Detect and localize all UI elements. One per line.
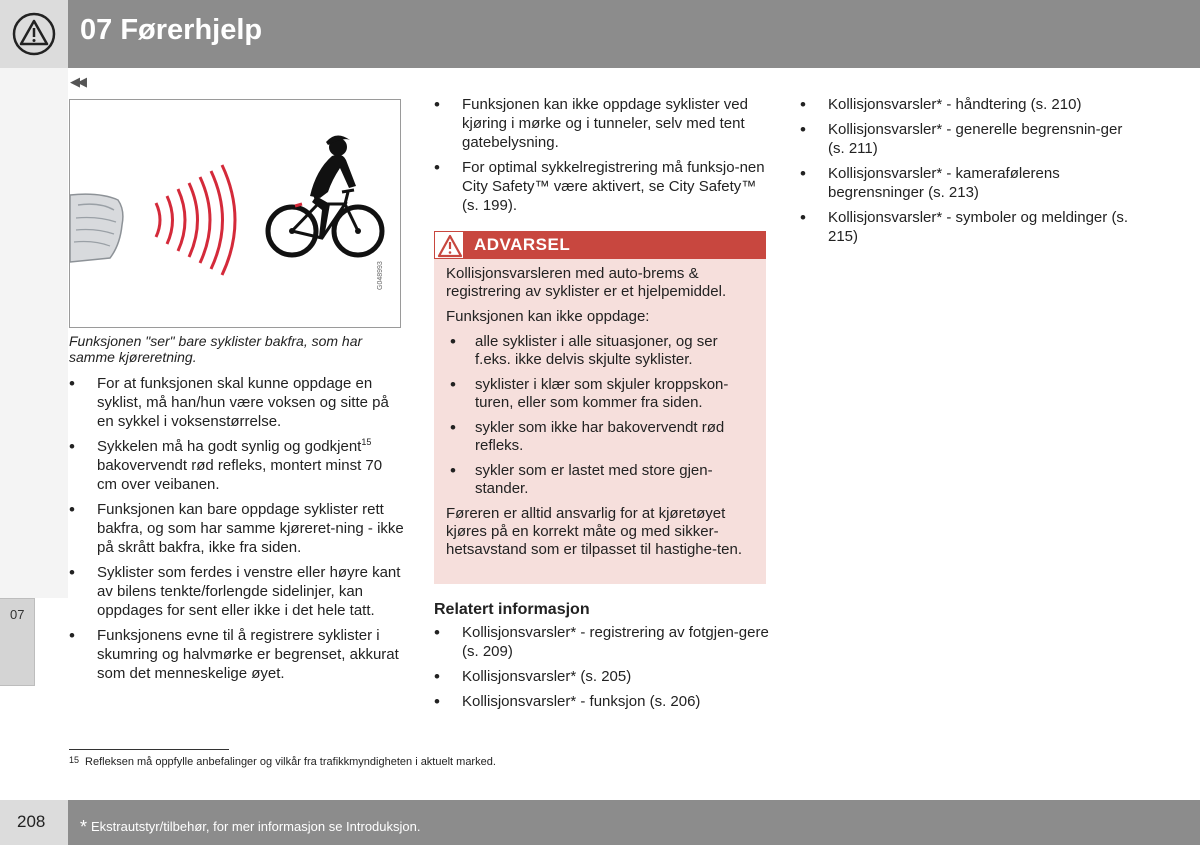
list-item: • Funksjonen kan bare oppdage syklister rett bakfra, og som har samme kjøreret-ning - ikke på skrått bakfra, ikke fra siden. <box>69 500 404 557</box>
cyclist-icon <box>268 135 382 255</box>
footer-note-text: Ekstrautstyr/tilbehør, for mer informasjon se Introduksjon. <box>91 819 421 834</box>
related-link[interactable]: • Kollisjonsvarsler* (s. 205) <box>434 667 774 686</box>
chapter-tab-label: 07 <box>10 607 25 622</box>
list-item: • sykler som er lastet med store gjen-stander. <box>446 462 754 498</box>
chapter-tab[interactable] <box>0 598 35 686</box>
list-item: • Funksjonens evne til å registrere syklister i skumring og halvmørke er begrenset, akkurat som det menneskelige øyet. <box>69 626 404 683</box>
footnote-text: Refleksen må oppfylle anbefalinger og vilkår fra trafikkmyndigheten i aktuelt marked. <box>85 756 496 768</box>
warning-cannot-detect: Funksjonen kan ikke oppdage: <box>446 308 650 325</box>
figure-caption: Funksjonen "ser" bare syklister bakfra, som har samme kjøreretning. <box>69 333 363 365</box>
column-3 <box>800 95 1140 252</box>
warning-triangle-icon <box>12 12 56 56</box>
header-icon-box <box>0 0 68 68</box>
warning-body <box>434 259 766 559</box>
warning-icon-box <box>434 231 464 259</box>
left-margin-strip <box>0 68 68 598</box>
warning-triangle-icon <box>437 234 463 258</box>
column-2 <box>434 95 769 221</box>
car-front-icon <box>70 194 123 262</box>
list-item: • alle syklister i alle situasjoner, og ser f.eks. ikke delvis skjulte syklister. <box>446 333 754 369</box>
related-link[interactable]: • Kollisjonsvarsler* - generelle begrensnin-ger (s. 211) <box>800 120 1140 158</box>
back-arrows-icon[interactable]: ◀◀ <box>70 74 84 89</box>
warning-outro: Føreren er alltid ansvarlig for at kjøretøyet kjøres på en korrekt måte og med sikker-hetsavstand som er tilpasset til hastighe-ten. <box>446 505 742 558</box>
list-item: • Sykkelen må ha godt synlig og godkjent$^{15}$ bakovervendt rød refleks, montert minst 70 cm over veibanen. <box>69 437 404 494</box>
related-link[interactable]: • Kollisjonsvarsler* - funksjon (s. 206) <box>434 692 774 711</box>
warning-title: ADVARSEL <box>474 235 571 254</box>
cyclist-illustration <box>69 99 401 328</box>
list-item: • sykler som ikke har bakovervendt rød refleks. <box>446 419 754 455</box>
related-link[interactable]: • Kollisjonsvarsler* - kamerafølerens begrensninger (s. 213) <box>800 164 1140 202</box>
list-item: • Funksjonen kan ikke oppdage syklister ved kjøring i mørke og i tunneler, selv med tent gatebelysning. <box>434 95 769 152</box>
list-item: • Syklister som ferdes i venstre eller høyre kant av bilens tenkte/forlengde sidelinjer, kan oppdages for sent eller ikke i det hele tatt. <box>69 563 404 620</box>
related-heading: Relatert informasjon <box>434 601 590 618</box>
related-link[interactable]: • Kollisjonsvarsler* - håndtering (s. 210) <box>800 95 1140 114</box>
warning-header <box>434 231 766 259</box>
footnote <box>69 756 496 768</box>
footnote-divider <box>69 749 229 750</box>
column-1 <box>69 374 404 689</box>
warning-intro: Kollisjonsvarsleren med auto-brems & registrering av syklister er et hjelpemiddel. <box>446 265 727 300</box>
related-link[interactable]: • Kollisjonsvarsler* - registrering av fotgjen-gere (s. 209) <box>434 623 774 661</box>
page-title: 07 Førerhjelp <box>80 14 263 46</box>
list-item: • For optimal sykkelregistrering må funksjo-nen City Safety™ være aktivert, se City Safety™ (s. 199). <box>434 158 769 215</box>
related-link[interactable]: • Kollisjonsvarsler* - symboler og meldinger (s. 215) <box>800 208 1140 246</box>
footer-note <box>80 815 420 836</box>
page-number: 208 <box>17 812 46 831</box>
warning-box <box>434 231 766 584</box>
footnote-number: 15 <box>69 755 80 765</box>
related-list <box>434 623 774 717</box>
list-item: • For at funksjonen skal kunne oppdage en syklist, må han/hun være voksen og sitte på en sykkel i voksenstørrelse. <box>69 374 404 431</box>
figure-code: G048993 <box>377 261 384 290</box>
list-item: • syklister i klær som skjuler kroppskon-turen, eller som kommer fra siden. <box>446 376 754 412</box>
asterisk-icon: * <box>80 817 88 837</box>
signal-waves-icon <box>156 165 235 275</box>
footnote-ref[interactable]: 15 <box>361 437 372 447</box>
